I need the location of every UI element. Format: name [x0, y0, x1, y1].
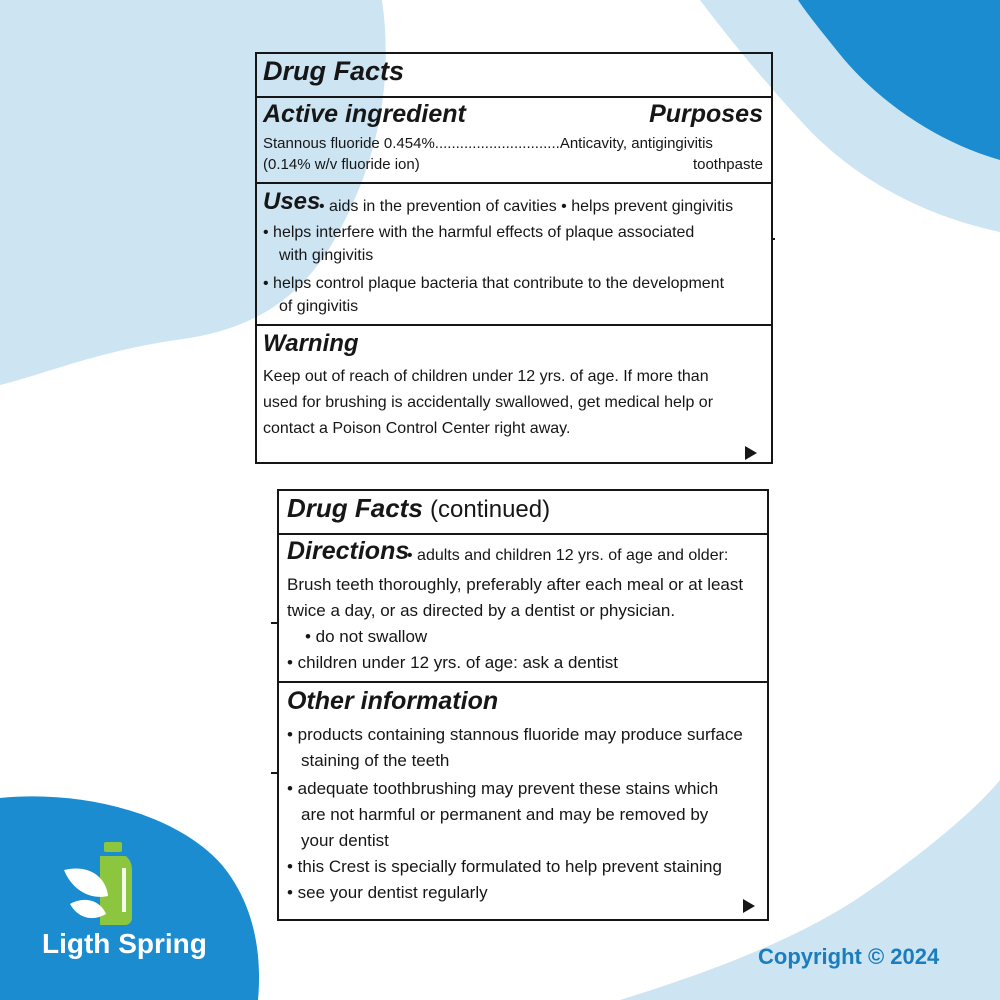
uses-line: with gingivitis — [279, 247, 374, 264]
directions-first: • adults and children 12 yrs. of age and older: — [407, 547, 729, 564]
title-divider — [257, 96, 771, 98]
drug-facts-panel — [255, 52, 773, 464]
warning-line: contact a Poison Control Center right away. — [263, 420, 571, 437]
drug-facts-continued-panel — [277, 489, 769, 921]
other-line: are not harmful or permanent and may be removed by — [301, 805, 709, 824]
panel-title: Drug Facts — [263, 56, 405, 86]
other-info-heading: Other information — [287, 687, 499, 715]
panel-title: Drug Facts — [287, 493, 423, 523]
other-line: • this Crest is specially formulated to help prevent staining — [287, 857, 722, 876]
warning-heading: Warning — [263, 330, 359, 357]
directions-line: twice a day, or as directed by a dentist or physician. — [287, 601, 676, 620]
purposes-heading: Purposes — [649, 100, 763, 128]
brand-name: Ligth Spring — [42, 928, 207, 959]
uses-line: of gingivitis — [279, 298, 359, 315]
other-line: staining of the teeth — [301, 751, 450, 770]
warning-line: used for brushing is accidentally swallowed, get medical help or — [263, 394, 714, 411]
panel-title-row — [287, 493, 550, 524]
directions-line: Brush teeth thoroughly, preferably after each meal or at least — [287, 575, 744, 594]
copyright-text: Copyright © 2024 — [758, 944, 940, 969]
purpose-sub: toothpaste — [692, 156, 763, 173]
directions-heading: Directions — [287, 537, 410, 565]
active-ingredient-heading: Active ingredient — [263, 100, 466, 128]
warning-line: Keep out of reach of children under 12 yrs. of age. If more than — [263, 368, 709, 385]
side-tick — [271, 772, 277, 774]
uses-line: • helps interfere with the harmful effects of plaque associated — [263, 224, 695, 241]
continue-arrow-icon — [743, 899, 755, 913]
bottle-highlight — [122, 868, 126, 912]
directions-divider — [279, 681, 767, 683]
other-line: • adequate toothbrushing may prevent these stains which — [287, 779, 719, 798]
side-tick — [771, 238, 775, 240]
panel-title-suffix: (continued) — [430, 496, 551, 523]
ingredient-sub: (0.14% w/v fluoride ion) — [263, 156, 420, 173]
continue-arrow-icon — [745, 446, 757, 460]
other-line: your dentist — [301, 831, 389, 850]
side-tick — [271, 622, 277, 624]
active-divider — [257, 182, 771, 184]
directions-line: • children under 12 yrs. of age: ask a dentist — [287, 653, 619, 672]
other-line: • see your dentist regularly — [287, 883, 488, 902]
title-divider — [279, 533, 767, 535]
bottle-leaf-icon — [60, 842, 140, 927]
other-line: • products containing stannous fluoride may produce surface — [287, 725, 743, 744]
ingredient-line: Stannous fluoride 0.454%..............................Anticavity, antigingivitis — [263, 135, 713, 152]
directions-line: • do not swallow — [305, 627, 428, 646]
uses-line: • helps control plaque bacteria that contribute to the development — [263, 275, 725, 292]
bottle-cap — [104, 842, 122, 852]
uses-divider — [257, 324, 771, 326]
uses-heading: Uses — [263, 188, 321, 215]
uses-first: • aids in the prevention of cavities • helps prevent gingivitis — [319, 198, 734, 215]
